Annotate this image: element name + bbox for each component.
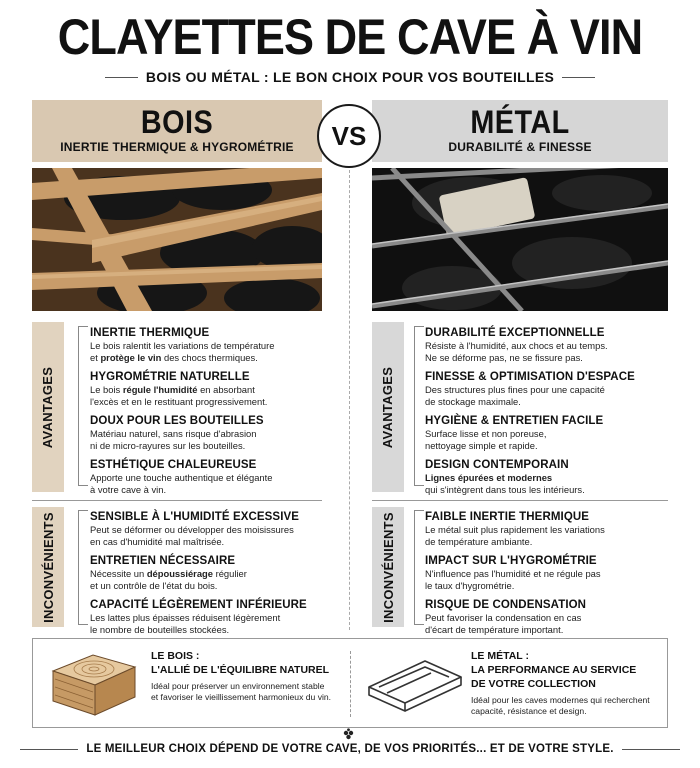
item-desc: Apporte une touche authentique et élégante à votre cave à vin. [90, 472, 273, 495]
list-item [90, 598, 315, 635]
item-title: RISQUE DE CONDENSATION [425, 599, 587, 611]
item-desc: Le bois ralentit les variations de température et protège le vin des chocs thermiques. [90, 340, 275, 363]
divider-line [20, 749, 78, 750]
summary-box [32, 638, 668, 728]
list-item [90, 458, 315, 495]
vs-badge: VS [317, 104, 381, 168]
item-title: INERTIE THERMIQUE [90, 327, 210, 339]
metal-summary-text: Idéal pour les caves modernes qui recherchent capacité, résistance et design. [471, 695, 650, 716]
item-desc: Le bois régule l'humidité en absorbant l'excès et en le restituant progressivement. [90, 384, 268, 407]
item-title: DESIGN CONTEMPORAIN [425, 459, 569, 471]
item-title: CAPACITÉ LÉGÈREMENT INFÉRIEURE [90, 599, 307, 611]
metal-summary-key: LE MÉTAL : [471, 650, 529, 662]
wood-heading: BOIS [140, 104, 214, 140]
wood-pros-band [32, 322, 64, 492]
item-title: FINESSE & OPTIMISATION D'ESPACE [425, 371, 635, 383]
metal-pros-list [425, 326, 665, 502]
metal-summary [471, 649, 663, 717]
section-divider [372, 500, 668, 501]
item-desc: Des structures plus fines pour une capacité de stockage maximale. [425, 384, 605, 407]
footer-text: LE MEILLEUR CHOIX DÉPEND DE VOTRE CAVE, DE VOS PRIORITÉS... ET DE VOTRE STYLE. [86, 743, 614, 755]
item-title: DURABILITÉ EXCEPTIONNELLE [425, 327, 605, 339]
metal-header [372, 100, 668, 162]
summary-divider [350, 651, 351, 717]
item-title: SENSIBLE À L'HUMIDITÉ EXCESSIVE [90, 511, 300, 523]
item-desc: Le métal suit plus rapidement les variations de température ambiante. [425, 524, 605, 547]
item-desc: Surface lisse et non poreuse, nettoyage simple et rapide. [425, 428, 547, 451]
list-item [90, 414, 315, 451]
list-item [425, 370, 665, 407]
item-title: FAIBLE INERTIE THERMIQUE [425, 511, 590, 523]
list-item [425, 458, 665, 495]
item-desc: N'influence pas l'humidité et ne régule pas le taux d'hygrométrie. [425, 568, 601, 591]
metal-pros-label: AVANTAGES [380, 366, 396, 448]
item-desc: Peut se déformer ou développer des moisissures en cas d'humidité mal maîtrisée. [90, 524, 294, 547]
bracket [78, 510, 88, 625]
item-title: HYGIÈNE & ENTRETIEN FACILE [425, 415, 604, 427]
wood-pros-list [90, 326, 315, 502]
wood-summary-value: L'ALLIÉ DE L'ÉQUILIBRE NATUREL [151, 664, 330, 676]
page-title: CLAYETTES DE CAVE À VIN [57, 9, 643, 65]
list-item [425, 554, 665, 591]
list-item [90, 554, 315, 591]
metal-cons-label: INCONVÉNIENTS [380, 511, 396, 623]
wood-cons-label: INCONVÉNIENTS [40, 511, 56, 623]
item-desc: Lignes épurées et modernes qui s'intègrent dans tous les intérieurs. [425, 472, 585, 495]
wood-summary [151, 649, 341, 703]
metal-heading: MÉTAL [470, 104, 570, 140]
item-title: ESTHÉTIQUE CHALEUREUSE [90, 459, 257, 471]
wood-summary-key: LE BOIS : [151, 650, 200, 662]
item-desc: Nécessite un dépoussiérage régulier et un contrôle de l'état du bois. [90, 568, 247, 591]
bracket [78, 326, 88, 486]
item-desc: Résiste à l'humidité, aux chocs et au temps. Ne se déforme pas, ne se fissure pas. [425, 340, 608, 363]
metal-summary-value: LA PERFORMANCE AU SERVICE [471, 664, 637, 676]
wood-tagline: INERTIE THERMIQUE & HYGROMÉTRIE [60, 140, 294, 154]
list-item [90, 370, 315, 407]
item-desc: Matériau naturel, sans risque d'abrasion ni de micro-rayures sur les bouteilles. [90, 428, 257, 451]
center-divider [349, 170, 350, 630]
page-subtitle: BOIS OU MÉTAL : LE BON CHOIX POUR VOS BOUTEILLES [145, 69, 555, 85]
metal-shelf-photo [372, 168, 668, 311]
list-item [425, 598, 665, 635]
metal-summary-value: DE VOTRE COLLECTION [471, 678, 596, 690]
list-item [90, 510, 315, 547]
list-item [90, 326, 315, 363]
wood-pros-label: AVANTAGES [40, 366, 56, 448]
divider-line [562, 77, 595, 78]
wood-cons-list [90, 510, 315, 642]
list-item [425, 510, 665, 547]
item-title: IMPACT SUR L'HYGROMÉTRIE [425, 555, 597, 567]
metal-cons-list [425, 510, 665, 642]
divider-line [105, 77, 138, 78]
divider-line [622, 749, 680, 750]
item-desc: Peut favoriser la condensation en cas d'écart de température important. [425, 612, 582, 635]
item-title: DOUX POUR LES BOUTEILLES [90, 415, 264, 427]
bracket [414, 326, 424, 486]
wood-shelf-photo [32, 168, 322, 311]
item-title: HYGROMÉTRIE NATURELLE [90, 371, 250, 383]
bracket [414, 510, 424, 625]
footer-row [20, 738, 680, 760]
list-item [425, 414, 665, 451]
wood-block-icon [47, 649, 139, 719]
wood-cons-band [32, 507, 64, 627]
subtitle-row [105, 66, 595, 88]
metal-rail-icon [365, 653, 465, 715]
list-item [425, 326, 665, 363]
metal-tagline: DURABILITÉ & FINESSE [448, 140, 592, 154]
metal-cons-band [372, 507, 404, 627]
wood-summary-text: Idéal pour préserver un environnement stable et favoriser le vieillissement harmonieux du vin. [151, 681, 332, 702]
metal-pros-band [372, 322, 404, 492]
section-divider [32, 500, 322, 501]
item-desc: Les lattes plus épaisses réduisent légèrement le nombre de bouteilles stockées. [90, 612, 281, 635]
wood-header [32, 100, 322, 162]
item-title: ENTRETIEN NÉCESSAIRE [90, 555, 236, 567]
